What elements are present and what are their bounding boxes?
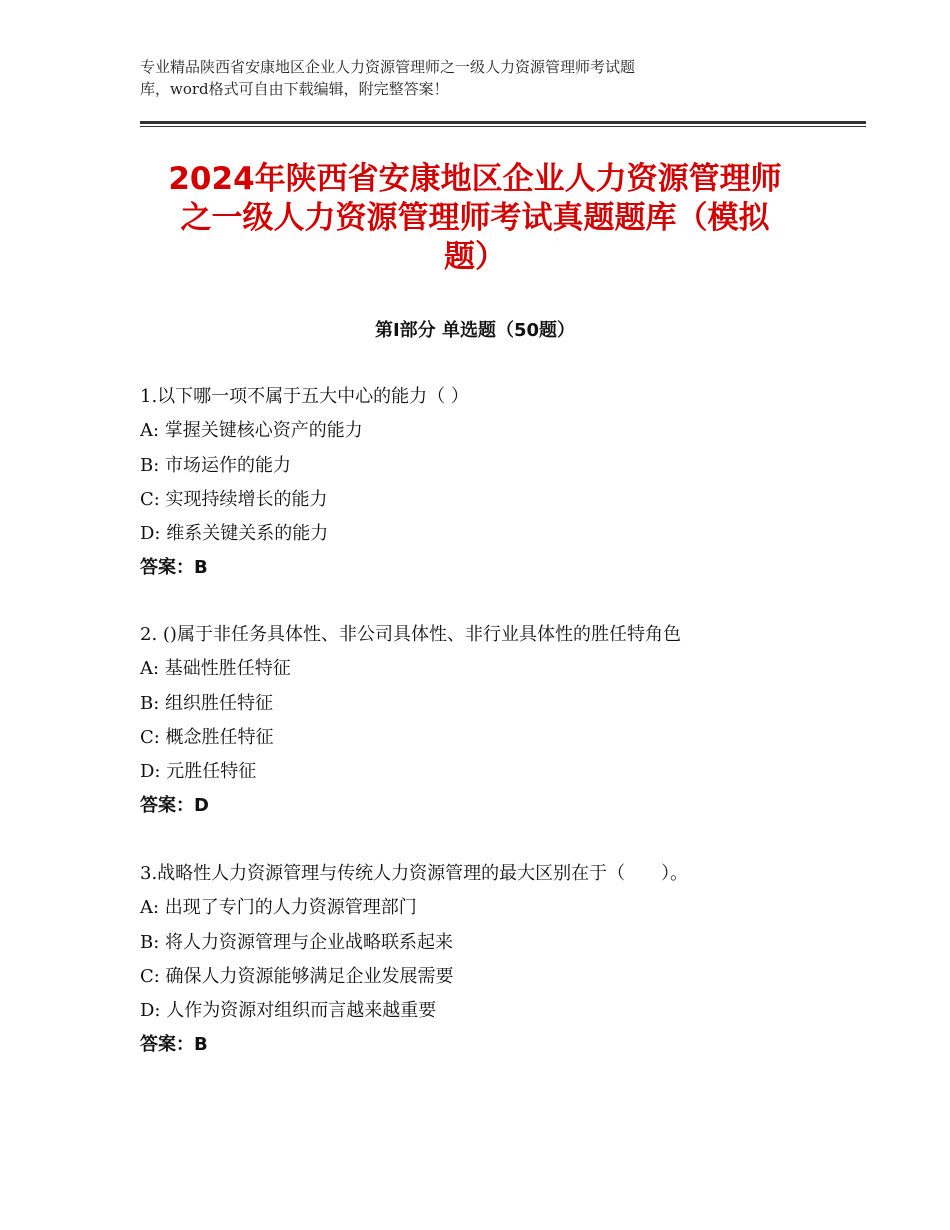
option-d: D: 元胜任特征	[140, 761, 257, 783]
option-c: C: 概念胜任特征	[140, 726, 274, 748]
title-line-3: 题）	[444, 239, 506, 275]
question-1	[140, 380, 860, 586]
title-line-1: 2024年陕西省安康地区企业人力资源管理师	[168, 161, 782, 197]
question-stem: 3.战略性人力资源管理与传统人力资源管理的最大区别在于（ ）。	[140, 863, 689, 884]
header-note-line-2: 库，word格式可自由下载编辑，附完整答案！	[140, 80, 449, 98]
question-2	[140, 618, 860, 824]
answer: 答案：D	[140, 795, 209, 817]
option-d: D: 人作为资源对组织而言越来越重要	[140, 1000, 437, 1022]
option-a: A: 基础性胜任特征	[140, 658, 291, 680]
title-line-2: 之一级人力资源管理师考试真题题库（模拟	[180, 200, 770, 236]
option-d: D: 维系关键关系的能力	[140, 523, 329, 545]
answer: 答案：B	[140, 557, 208, 579]
option-b: B: 将人力资源管理与企业战略联系起来	[140, 931, 454, 953]
header-note-line-1: 专业精品陕西省安康地区企业人力资源管理师之一级人力资源管理师考试题	[140, 58, 636, 76]
page-title	[130, 160, 820, 277]
option-a: A: 掌握关键核心资产的能力	[140, 420, 363, 442]
option-c: C: 实现持续增长的能力	[140, 488, 328, 510]
option-c: C: 确保人力资源能够满足企业发展需要	[140, 965, 454, 987]
question-stem: 2. ()属于非任务具体性、非公司具体性、非行业具体性的胜任特角色	[140, 624, 681, 645]
header-note	[140, 56, 830, 100]
section-heading: 第Ⅰ部分 单选题（50题）	[374, 320, 575, 341]
header-rule-thin	[140, 126, 866, 127]
header-rule-thick	[140, 121, 866, 124]
question-stem: 1.以下哪一项不属于五大中心的能力（ ）	[140, 386, 469, 407]
option-b: B: 组织胜任特征	[140, 692, 274, 714]
question-3	[140, 857, 860, 1063]
option-a: A: 出现了专门的人力资源管理部门	[140, 897, 417, 919]
option-b: B: 市场运作的能力	[140, 454, 292, 476]
answer: 答案：B	[140, 1034, 208, 1056]
